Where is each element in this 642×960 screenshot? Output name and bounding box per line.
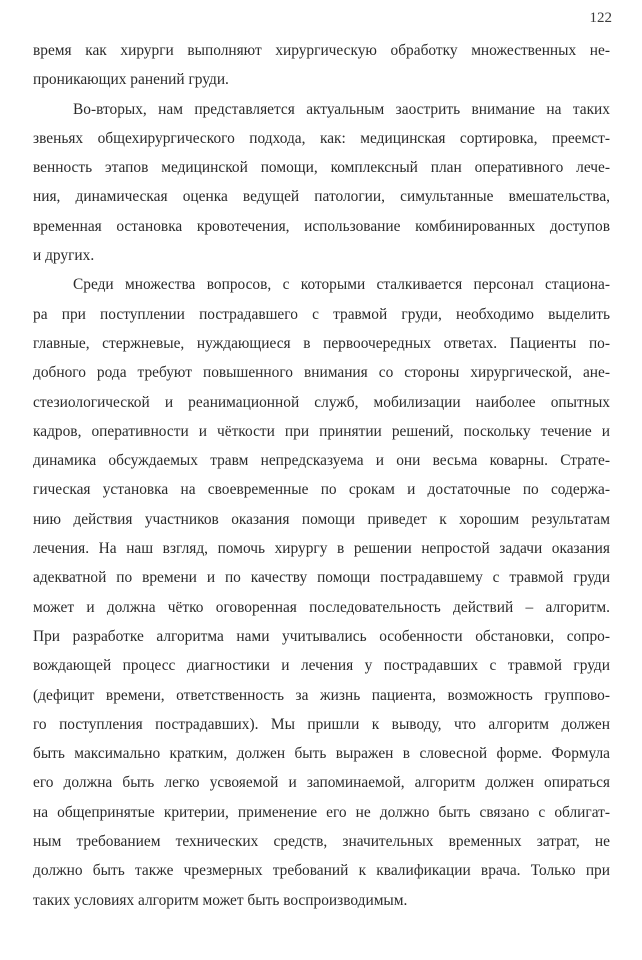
text-line: может и должна чётко оговоренная последовательность действий – алгоритм. (33, 598, 610, 616)
text-line: кадров, оперативности и чёткости при принятии решений, поскольку течение и (33, 422, 610, 440)
text-line: звеньях общехирургического подхода, как: медицинская сортировка, преемст- (33, 129, 610, 147)
text-line: адекватной по времени и по качеству помощи пострадавшему с травмой груди (33, 569, 610, 587)
text-line: (дефицит времени, ответственность за жизнь пациента, возможность группово- (33, 686, 610, 704)
text-line: время как хирурги выполняют хирургическую обработку множественных не- (33, 42, 610, 59)
text-line: нию действия участников оказания помощи приведет к хорошим результатам (33, 510, 610, 528)
text-line: временная остановка кровотечения, использование комбинированных доступов (33, 217, 610, 235)
text-line: го поступления пострадавших). Мы пришли к выводу, что алгоритм должен (33, 715, 610, 733)
text-line: Во-вторых, нам представляется актуальным заострить внимание на таких (73, 100, 610, 118)
text-line: должно быть также чрезмерных требований к квалификации врача. Только при (33, 862, 610, 880)
text-line: вождающей процесс диагностики и лечения у пострадавших с травмой груди (33, 657, 610, 675)
text-line: гическая установка на своевременные по срокам и достаточные по содержа- (33, 481, 610, 499)
text-line: главные, стержневые, нуждающиеся в первоочередных ответах. Пациенты по- (33, 334, 610, 352)
text-line: и других. (33, 247, 95, 265)
text-line: венность этапов медицинской помощи, комплексный план оперативного лече- (33, 159, 610, 177)
text-line: таких условиях алгоритм может быть воспроизводимым. (33, 891, 408, 909)
body-text (33, 36, 610, 915)
text-line: на общепринятые критерии, применение его не должно быть связано с облигат- (33, 803, 610, 821)
text-line: динамика обсуждаемых травм непредсказуема и они весьма коварны. Страте- (33, 452, 610, 470)
text-line: ния, динамическая оценка ведущей патологии, симультанные вмешательства, (33, 188, 610, 206)
text-line: При разработке алгоритма нами учитывались особенности обстановки, сопро- (33, 627, 610, 645)
text-line: ра при поступлении пострадавшего с травмой груди, необходимо выделить (33, 305, 610, 323)
text-line: ным требованием технических средств, значительных временных затрат, не (33, 833, 610, 851)
text-line: Среди множества вопросов, с которыми сталкивается персонал стациона- (73, 276, 610, 294)
text-line: быть максимально кратким, должен быть выражен в словесной форме. Формула (33, 745, 610, 763)
text-line: его должна быть легко усвояемой и запоминаемой, алгоритм должен опираться (33, 774, 610, 792)
page-number: 122 (589, 10, 612, 26)
text-line: стезиологической и реанимационной служб, мобилизации наиболее опытных (33, 393, 610, 411)
text-line: лечения. На наш взгляд, помочь хирургу в решении непростой задачи оказания (33, 540, 610, 558)
text-line: добного рода требуют повышенного внимания со стороны хирургической, ане- (33, 364, 610, 382)
text-line: проникающих ранений груди. (33, 71, 229, 89)
